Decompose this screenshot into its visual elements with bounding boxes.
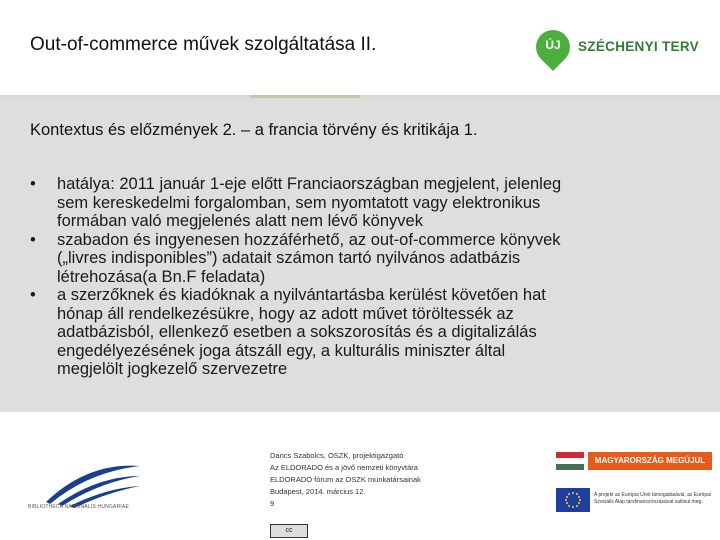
- bullet-line: formában való megjelenés alatt nem lévő könyvek: [57, 212, 423, 230]
- eu-funding-text: A projekt az Európai Unió támogatásával, az Európai Szociális Alap társfinanszírozásával valósul meg.: [594, 492, 712, 505]
- library-logo-label: BIBLIOTHECA NATIONALIS HUNGARIAE: [28, 504, 130, 510]
- bullet-icon: •: [30, 175, 36, 193]
- eu-flag-icon: [556, 488, 590, 512]
- info-line: Az ELDORADO és a jövő nemzeti könyvtára: [270, 463, 418, 472]
- slide-content: [0, 99, 720, 412]
- library-logo-icon: [28, 452, 148, 522]
- bullet-item: [30, 286, 700, 379]
- bullet-line: engedélyezésének joga átszáll egy, a kulturális miniszter által: [57, 341, 506, 360]
- page-number: 9: [270, 499, 275, 508]
- bullet-line: sem kereskedelmi forgalomban, sem nyomtatott vagy elektronikus: [57, 193, 541, 212]
- info-line: ELDORADO fórum az OSZK munkatársainak: [270, 475, 421, 484]
- magyarorszag-megujul-badge: MAGYARORSZÁG MEGÚJUL: [588, 452, 712, 470]
- bullet-item: [30, 175, 700, 231]
- hungary-flag-icon: [556, 452, 584, 470]
- info-line: Budapest, 2014. március 12.: [270, 487, 366, 496]
- bullet-list: [30, 175, 700, 379]
- bullet-icon: •: [30, 230, 36, 249]
- bullet-line: a szerzőknek és kiadóknak a nyilvántartásba kerülést követően hat: [57, 286, 546, 304]
- logo-pin-label: ÚJ: [545, 38, 561, 52]
- slide-footer: [0, 412, 720, 540]
- bullet-line: szabadon és ingyenesen hozzáférhető, az out-of-commerce könyvek: [57, 230, 561, 249]
- bullet-line: hónap áll rendelkezésükre, hogy az adott művet töröltessék az: [57, 304, 514, 323]
- bullet-icon: •: [30, 286, 36, 304]
- szechenyi-terv-logo: [536, 30, 708, 74]
- bullet-line: megjelölt jogkezelő szervezetre: [57, 360, 288, 378]
- bullet-line: hatálya: 2011 január 1-eje előtt Franciaországban megjelent, jelenleg: [57, 175, 562, 193]
- slide-subtitle: Kontextus és előzmények 2. – a francia törvény és kritikája 1.: [30, 121, 478, 139]
- presentation-info: [270, 450, 421, 510]
- bullet-line: létrehozása(a Bn.F feladata): [57, 267, 266, 286]
- slide-header: [0, 0, 720, 96]
- bullet-item: [30, 231, 700, 287]
- logo-label: SZÉCHENYI TERV: [578, 39, 699, 54]
- info-line: Dancs Szabolcs, OSZK, projektigazgató: [270, 451, 404, 460]
- header-accent-line: [250, 95, 360, 98]
- bullet-line: („livres indisponibles”) adatait számon tartó nyilvános adatbázis: [57, 249, 521, 267]
- creative-commons-icon: cc: [270, 524, 308, 538]
- slide-title: Out-of-commerce művek szolgáltatása II.: [30, 34, 377, 55]
- bullet-line: adatbázisból, ellenkező esetben a sokszorosítás és a digitalizálás: [57, 323, 537, 341]
